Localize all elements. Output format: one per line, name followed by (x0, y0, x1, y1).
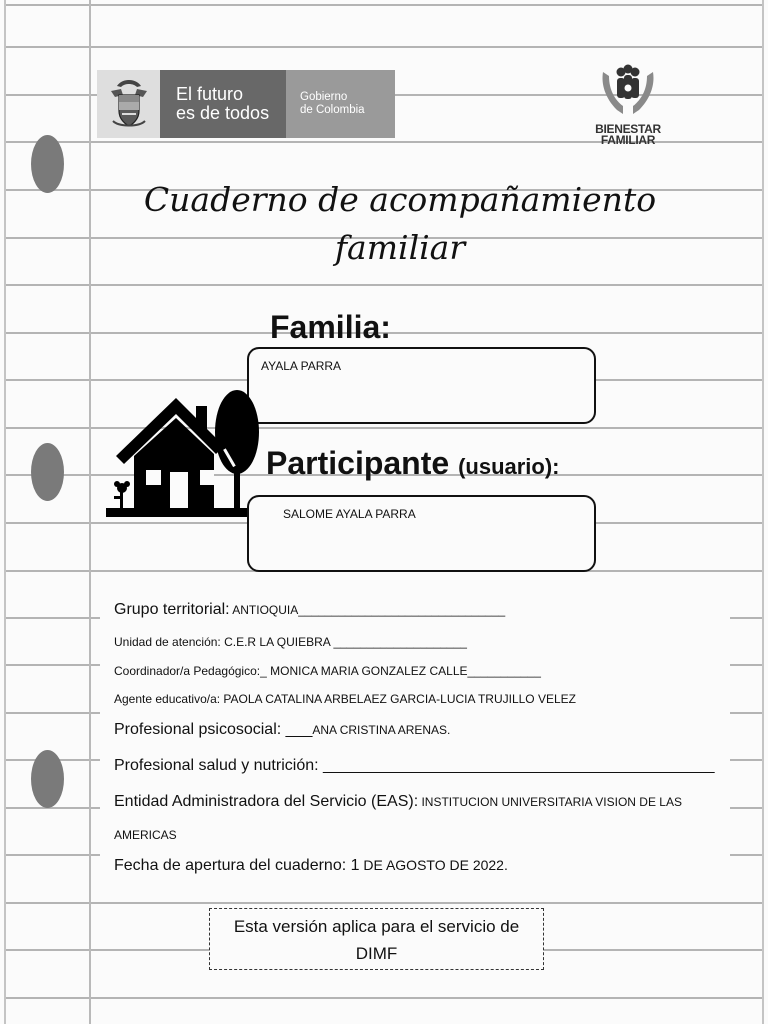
notebook-hole-icon (31, 443, 64, 501)
profesional-psicosocial-value: ANA CRISTINA ARENAS. (312, 723, 451, 737)
house-with-tree-icon (106, 390, 268, 520)
agente-educativo-field (114, 692, 576, 706)
version-notice (209, 908, 544, 970)
coordinador-field (114, 664, 541, 678)
fecha-apertura-day: 1 (346, 857, 360, 874)
gobierno-de-colombia-text (286, 70, 395, 138)
page-right-edge (762, 0, 764, 1024)
participante-value: SALOME AYALA PARRA (283, 507, 416, 521)
notice-line2: DIMF (355, 944, 398, 963)
icbf-name-line2: FAMILIAR (600, 133, 656, 147)
agente-educativo-label: Agente educativo/a: (114, 692, 221, 706)
slogan-line1: El futuro (176, 84, 244, 104)
icbf-name-line1: BIENESTAR (595, 122, 661, 136)
coordinador-label: Coordinador/a Pedagógico: (114, 664, 261, 678)
participante-box (247, 495, 596, 572)
eas-value-line2: AMERICAS (114, 828, 177, 842)
profesional-salud-field (114, 757, 715, 775)
profesional-psicosocial-field (114, 721, 450, 739)
unidad-atencion-field (114, 635, 467, 649)
el-futuro-slogan (160, 70, 286, 138)
page-title (120, 176, 680, 272)
fecha-apertura-value: DE AGOSTO DE 2022. (359, 857, 508, 873)
ruled-line (4, 284, 764, 286)
page-left-edge (4, 0, 6, 1024)
unidad-atencion-value: C.E.R LA QUIEBRA ____________________ (220, 635, 467, 649)
gobierno-colombia-logo (97, 70, 395, 138)
participante-label-main: Participante (266, 445, 450, 481)
ruled-line (4, 46, 764, 48)
eas-field (114, 793, 682, 811)
fecha-apertura-field (114, 857, 508, 875)
coordinador-value: _ MONICA MARIA GONZALEZ CALLE___________ (260, 664, 541, 678)
notebook-hole-icon (31, 135, 64, 193)
ruled-line (4, 902, 764, 904)
agente-educativo-value: PAOLA CATALINA ARBELAEZ GARCIA-LUCIA TRUJILLO VELEZ (220, 692, 576, 706)
notebook-hole-icon (31, 750, 64, 808)
grupo-territorial-label: Grupo territorial: (114, 601, 230, 618)
bienestar-familiar-logo (588, 62, 668, 148)
colombia-coat-of-arms-icon (97, 70, 160, 138)
profesional-psicosocial-blank: ___ (281, 721, 313, 738)
familia-label: Familia: (270, 309, 391, 345)
grupo-territorial-value: ANTIOQUIA_______________________________ (229, 603, 506, 617)
participante-label (266, 445, 560, 482)
participante-label-suffix-close: ): (544, 454, 560, 479)
familia-box (247, 347, 596, 424)
slogan-line2: es de todos (176, 103, 270, 123)
participante-label-suffix: usuario (465, 454, 545, 479)
notice-line1: Esta versión aplica para el servicio de (233, 917, 520, 936)
eas-field-line2 (114, 828, 177, 842)
title-line2: familiar (334, 228, 466, 267)
eas-label: Entidad Administradora del Servicio (EAS): (114, 793, 419, 810)
title-line1: Cuaderno de acompañamiento (143, 180, 657, 219)
eas-value: INSTITUCION UNIVERSITARIA VISION DE LAS (418, 795, 682, 809)
profesional-salud-value: ____________________________________________ (318, 757, 715, 774)
grupo-territorial-field (114, 601, 505, 619)
familia-value: AYALA PARRA (261, 359, 342, 373)
gobierno-line1: Gobierno (300, 91, 348, 103)
profesional-psicosocial-label: Profesional psicosocial: (114, 721, 282, 738)
margin-line (89, 0, 91, 1024)
participante-label-suffix-open: ( (458, 454, 466, 479)
unidad-atencion-label: Unidad de atención: (114, 635, 221, 649)
icbf-family-hands-icon (597, 62, 659, 120)
fecha-apertura-label: Fecha de apertura del cuaderno: (114, 857, 347, 874)
ruled-line (4, 997, 764, 999)
gobierno-line2: de Colombia (300, 104, 365, 116)
profesional-salud-label: Profesional salud y nutrición: (114, 757, 319, 774)
ruled-line (4, 4, 764, 6)
